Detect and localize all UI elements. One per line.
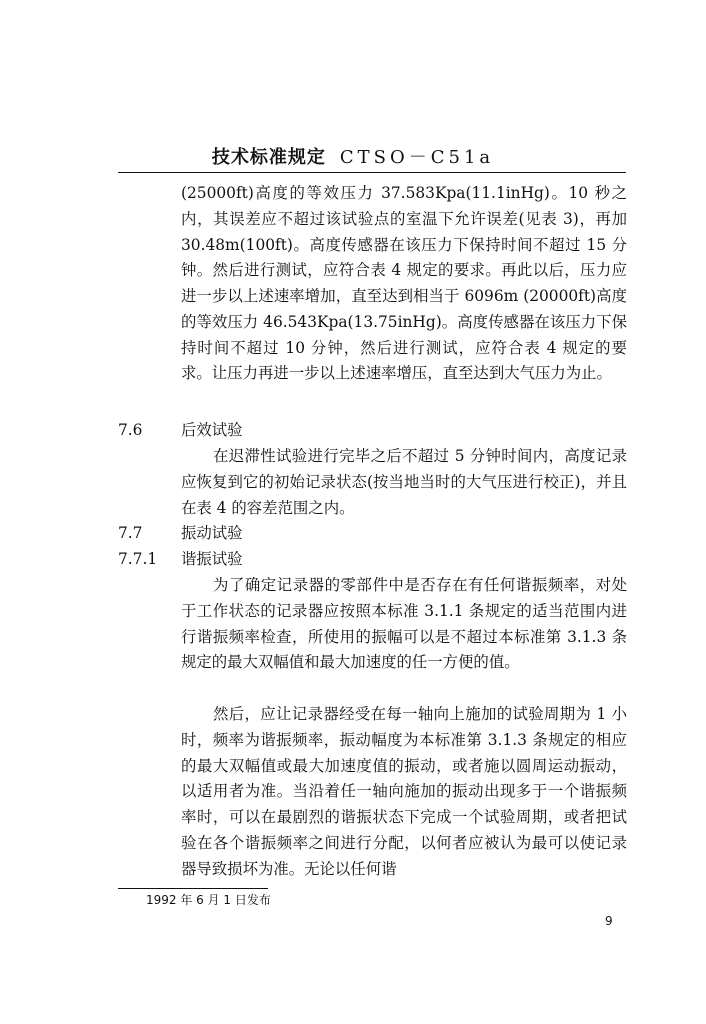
section-number-7-7-1: 7.7.1 — [118, 550, 158, 568]
section-title-7-6: 后效试验 — [181, 421, 243, 439]
header-title: 技术标准规定 — [211, 147, 326, 168]
issue-date: 1992 年 6 月 1 日发布 — [146, 893, 271, 907]
paragraph-7-6: 在迟滞性试验进行完毕之后不超过 5 分钟时间内，高度记录应恢复到它的初始记录状态(按当地当时的大气压进行校正)，并且在表 4 的容差范围之内。 — [181, 447, 627, 517]
paragraph-7-7-1-b: 然后，应让记录器经受在每一轴向上施加的试验周期为 1 小时，频率为谐振频率，振动幅度为本标准第 3.1.3 条规定的相应的最大双幅值或最大加速度值的振动，或者施以圆周运动振动，以适用者为准。当沿着任一轴向施加的振动出现多于一个谐振频率时，可以在最剧烈的谐振状态下完成一个试验周期，或者把试验在各个谐振频率之间进行分配，以何者应被认为最可以使记录器导致损坏为准。无论以任何谐 — [181, 705, 627, 878]
section-title-7-7-1: 谐振试验 — [181, 550, 243, 568]
section-title-7-7: 振动试验 — [181, 524, 243, 542]
section-number-7-6: 7.6 — [118, 421, 143, 439]
section-number-7-7: 7.7 — [118, 524, 143, 542]
footer-rule — [118, 888, 268, 889]
page-header — [0, 143, 706, 169]
page-number: 9 — [605, 914, 613, 928]
paragraph-7-7-1-a: 为了确定记录器的零部件中是否存在有任何谐振频率，对处于工作状态的记录器应按照本标准 3.1.1 条规定的适当范围内进行谐振频率检查，所使用的振幅可以是不超过本标准第 3.1.3 条规定的最大双幅值和最大加速度的任一方便的值。 — [181, 576, 627, 672]
paragraph-intro: (25000ft)高度的等效压力 37.583Kpa(11.1inHg)。10 秒之内，其误差应不超过该试验点的室温下允许误差(见表 3)，再加 30.48m(100ft)。高度传感器在该压力下保持时间不超过 15 分钟。然后进行测试，应符合表 4 规定的要求。再此以后，压力应进一步以上述速率增加，直至达到相当于 6096m (20000ft)高度的等效压力 46.543Kpa(13.75inHg)。高度传感器在该压力下保持时间不超过 10 分钟，然后进行测试，应符合表 4 规定的要求。让压力再进一步以上述速率增压，直至达到大气压力为止。 — [181, 184, 627, 383]
standard-number: CTSO－C51a — [339, 147, 495, 168]
header-rule — [118, 172, 626, 173]
